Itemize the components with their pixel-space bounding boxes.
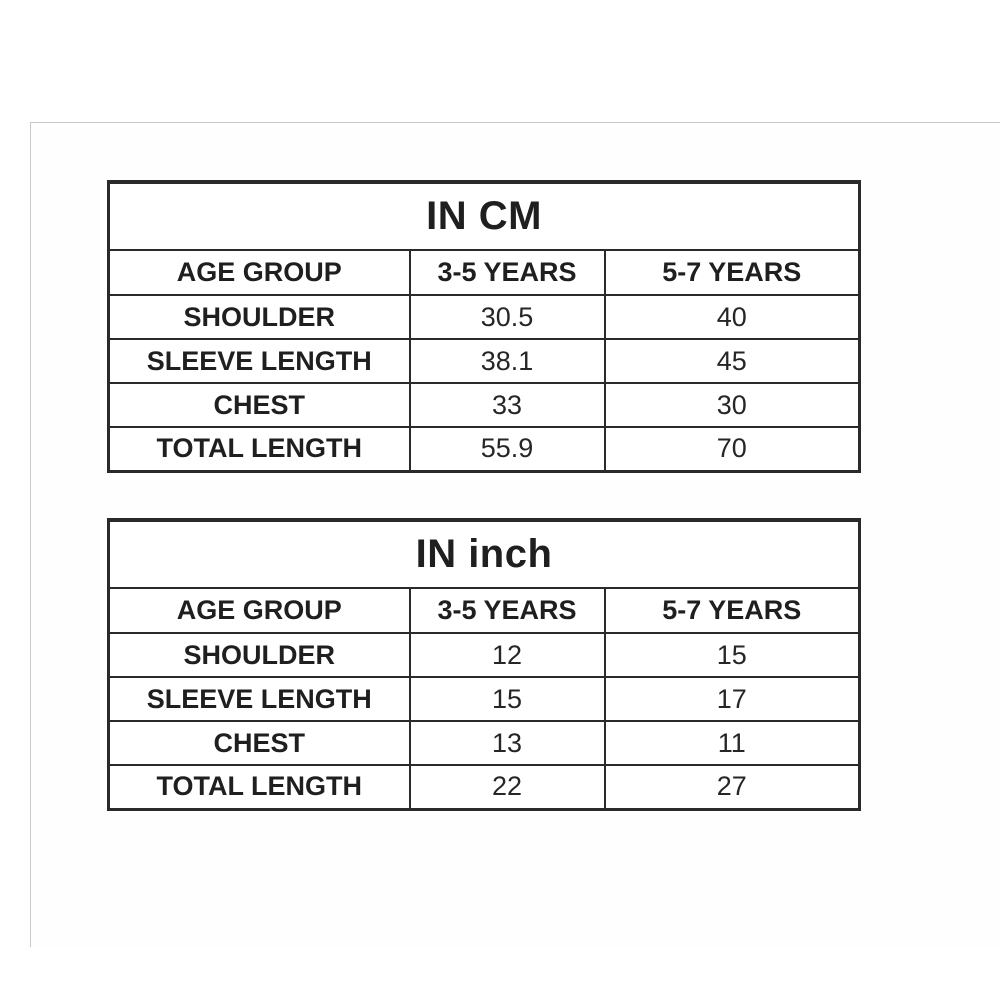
size-chart-table-cm — [107, 180, 861, 473]
table-row-sleeve-length — [109, 339, 860, 383]
cell-value: 55.9 — [410, 427, 605, 471]
cell-value: 17 — [605, 677, 860, 721]
table-title: IN inch — [109, 520, 860, 588]
cell-value: 33 — [410, 383, 605, 427]
size-chart-table-inch — [107, 518, 861, 811]
cell-value: 12 — [410, 633, 605, 677]
table-header-row — [109, 588, 860, 633]
cell-value: 45 — [605, 339, 860, 383]
table-title-row — [109, 520, 860, 588]
cell-value: 30.5 — [410, 295, 605, 339]
column-header-5-7-years: 5-7 YEARS — [605, 588, 860, 633]
table-row-shoulder — [109, 633, 860, 677]
column-header-5-7-years: 5-7 YEARS — [605, 250, 860, 295]
cell-value: 15 — [605, 633, 860, 677]
cell-value: 40 — [605, 295, 860, 339]
table-row-sleeve-length — [109, 677, 860, 721]
cell-value: 15 — [410, 677, 605, 721]
table-row-total-length — [109, 765, 860, 809]
column-header-3-5-years: 3-5 YEARS — [410, 250, 605, 295]
table-header-row — [109, 250, 860, 295]
row-label: TOTAL LENGTH — [109, 427, 410, 471]
table-row-chest — [109, 383, 860, 427]
cell-value: 70 — [605, 427, 860, 471]
table-row-total-length — [109, 427, 860, 471]
column-header-age-group: AGE GROUP — [109, 250, 410, 295]
row-label: CHEST — [109, 721, 410, 765]
row-label: TOTAL LENGTH — [109, 765, 410, 809]
cell-value: 11 — [605, 721, 860, 765]
cell-value: 22 — [410, 765, 605, 809]
cell-value: 30 — [605, 383, 860, 427]
table-row-chest — [109, 721, 860, 765]
table-row-shoulder — [109, 295, 860, 339]
cell-value: 38.1 — [410, 339, 605, 383]
column-header-3-5-years: 3-5 YEARS — [410, 588, 605, 633]
column-header-age-group: AGE GROUP — [109, 588, 410, 633]
row-label: SLEEVE LENGTH — [109, 677, 410, 721]
row-label: SHOULDER — [109, 633, 410, 677]
cell-value: 13 — [410, 721, 605, 765]
table-title: IN CM — [109, 182, 860, 250]
row-label: CHEST — [109, 383, 410, 427]
row-label: SLEEVE LENGTH — [109, 339, 410, 383]
table-title-row — [109, 182, 860, 250]
cell-value: 27 — [605, 765, 860, 809]
row-label: SHOULDER — [109, 295, 410, 339]
